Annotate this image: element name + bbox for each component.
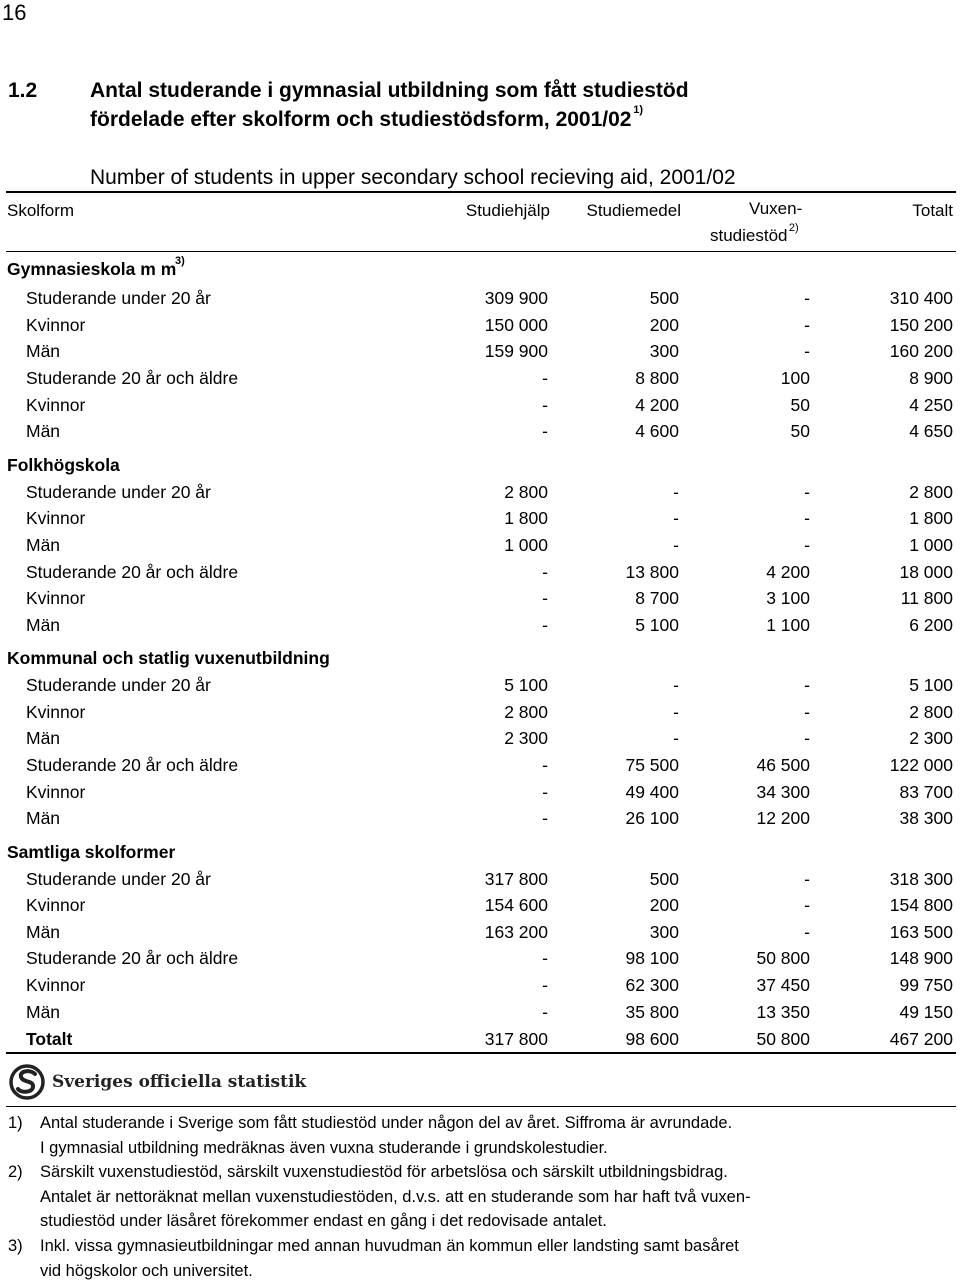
cell-studiehjalp: -: [542, 368, 548, 388]
table-row: [0, 724, 960, 751]
table-row: [0, 611, 960, 638]
footnote-number: 3): [8, 1237, 23, 1255]
table-row: [0, 364, 960, 391]
cell-totalt: 160 200: [889, 341, 953, 361]
cell-studiehjalp: -: [542, 975, 548, 995]
cell-studiehjalp: 2 300: [504, 728, 548, 748]
cell-studiehjalp: -: [542, 948, 548, 968]
cell-studiehjalp: 1 000: [504, 535, 548, 555]
title-line-1: Antal studerande i gymnasial utbildning som fått studiestöd: [90, 79, 689, 102]
cell-studiemedel: -: [673, 482, 679, 502]
row-label: Studerande under 20 år: [26, 482, 211, 502]
footnote-text-line: I gymnasial utbildning medräknas även vuxna studerande i grundskolestudier.: [40, 1138, 608, 1157]
row-label: Studerande under 20 år: [26, 869, 211, 889]
footnote-text-line: studiestöd under läsåret förekommer endast en gång i det redovisade antalet.: [40, 1212, 607, 1230]
row-label: Män: [26, 728, 61, 748]
table-row: [0, 971, 960, 998]
sos-logo: [8, 1064, 306, 1100]
table-subtitle: Number of students in upper secondary school recieving aid, 2001/02: [90, 166, 736, 189]
table-row: [0, 918, 960, 945]
footnote-number: 1): [8, 1114, 23, 1132]
table-row: [0, 671, 960, 698]
row-label: Män: [26, 922, 61, 942]
row-label: Män: [26, 341, 61, 361]
table-bottom-rule: [6, 1052, 956, 1054]
table-row: [0, 311, 960, 338]
row-label: Totalt: [26, 1029, 73, 1049]
cell-totalt: 83 700: [899, 782, 953, 802]
cell-studiehjalp: -: [542, 562, 548, 582]
cell-totalt: 318 300: [889, 869, 953, 889]
cell-totalt: 1 000: [909, 535, 953, 555]
table-row: [0, 944, 960, 971]
cell-studiemedel: 500: [649, 869, 679, 889]
cell-totalt: 2 300: [909, 728, 953, 748]
section-row: [0, 255, 960, 282]
footnote-rule: [6, 1106, 956, 1107]
table-row: [0, 417, 960, 444]
header-studiemedel: Studiemedel: [586, 201, 681, 220]
cell-vuxenstudiestod: -: [804, 869, 810, 889]
row-label: Män: [26, 1002, 61, 1022]
cell-vuxenstudiestod: 37 450: [756, 975, 810, 995]
cell-studiehjalp: 1 800: [504, 508, 548, 528]
footnote-text-line: Särskilt vuxenstudiestöd, särskilt vuxenstudiestöd för arbetslösa och särskilt utbildningsbidrag.: [40, 1163, 728, 1181]
row-label: Kvinnor: [26, 702, 86, 722]
cell-totalt: 38 300: [899, 808, 953, 828]
row-label: Kvinnor: [26, 508, 86, 528]
header-vuxen-line1: Vuxen-: [749, 199, 803, 218]
cell-studiemedel: -: [673, 508, 679, 528]
cell-totalt: 11 800: [900, 588, 953, 608]
cell-studiehjalp: 2 800: [504, 702, 548, 722]
cell-vuxenstudiestod: -: [804, 341, 810, 361]
cell-studiehjalp: 2 800: [504, 482, 548, 502]
section-label: Folkhögskola: [7, 455, 120, 475]
table-row: [0, 698, 960, 725]
cell-studiemedel: 200: [649, 315, 679, 335]
header-bottom-rule: [6, 251, 956, 252]
cell-vuxenstudiestod: -: [804, 508, 810, 528]
header-vuxen-line2: [710, 222, 799, 246]
table-row: [0, 558, 960, 585]
section-label: Kommunal och statlig vuxenutbildning: [7, 648, 330, 668]
page-number: 16: [2, 0, 27, 25]
cell-totalt: 122 000: [889, 755, 953, 775]
cell-studiehjalp: -: [542, 588, 548, 608]
cell-totalt: 6 200: [909, 615, 953, 635]
cell-studiemedel: 4 200: [635, 395, 679, 415]
header-studiehjalp: Studiehjälp: [465, 201, 550, 220]
cell-studiemedel: 75 500: [625, 755, 679, 775]
row-label: Kvinnor: [26, 782, 86, 802]
table-row: [0, 891, 960, 918]
cell-studiehjalp: -: [542, 395, 548, 415]
total-row: [0, 1025, 960, 1052]
cell-vuxenstudiestod: 4 200: [766, 562, 810, 582]
cell-studiemedel: 200: [649, 895, 679, 915]
footnote-text-line: Antalet är nettoräknat mellan vuxenstudiestöden, d.v.s. att en studerande som har haft två vuxen-: [40, 1187, 751, 1206]
table-row: [0, 998, 960, 1025]
row-label: Studerande 20 år och äldre: [26, 562, 239, 582]
cell-vuxenstudiestod: -: [804, 728, 810, 748]
cell-studiemedel: 26 100: [625, 808, 679, 828]
footnote-number: 2): [8, 1163, 23, 1181]
cell-studiemedel: 62 300: [625, 975, 679, 995]
cell-studiemedel: 13 800: [625, 562, 679, 582]
table-row: [0, 531, 960, 558]
cell-studiemedel: 300: [649, 922, 679, 942]
cell-totalt: 99 750: [899, 975, 953, 995]
cell-studiehjalp: -: [542, 808, 548, 828]
section-row: [0, 838, 960, 865]
cell-totalt: 154 800: [889, 895, 953, 915]
table-row: [0, 778, 960, 805]
header-vuxen-footnote-ref: 2): [788, 222, 799, 234]
row-label: Studerande 20 år och äldre: [26, 755, 239, 775]
cell-studiemedel: 5 100: [635, 615, 679, 635]
cell-vuxenstudiestod: -: [804, 535, 810, 555]
cell-studiemedel: -: [673, 535, 679, 555]
cell-studiemedel: 500: [649, 288, 679, 308]
row-label: Män: [26, 615, 61, 635]
row-label: Studerande under 20 år: [26, 675, 211, 695]
table-row: [0, 478, 960, 505]
cell-vuxenstudiestod: 50 800: [756, 948, 810, 968]
cell-studiehjalp: 317 800: [484, 869, 548, 889]
cell-totalt: 8 900: [909, 368, 953, 388]
section-label: Samtliga skolformer: [7, 842, 176, 862]
table-row: [0, 751, 960, 778]
table-row: [0, 584, 960, 611]
cell-vuxenstudiestod: 1 100: [766, 615, 810, 635]
cell-vuxenstudiestod: 100: [780, 368, 810, 388]
title-line-2: fördelade efter skolform och studiestödsform, 2001/02: [90, 108, 632, 131]
cell-totalt: 4 650: [909, 421, 953, 441]
cell-vuxenstudiestod: -: [804, 922, 810, 942]
row-label: Kvinnor: [26, 588, 86, 608]
cell-studiehjalp: -: [542, 615, 548, 635]
row-label: Kvinnor: [26, 975, 86, 995]
header-totalt: Totalt: [912, 201, 953, 220]
cell-totalt: 4 250: [909, 395, 953, 415]
cell-studiemedel: 98 600: [625, 1029, 679, 1049]
cell-vuxenstudiestod: 50: [790, 395, 810, 415]
cell-vuxenstudiestod: 34 300: [756, 782, 810, 802]
table-row: [0, 284, 960, 311]
cell-totalt: 467 200: [889, 1029, 953, 1049]
cell-studiehjalp: 159 900: [484, 341, 548, 361]
row-label: Studerande 20 år och äldre: [26, 948, 239, 968]
cell-vuxenstudiestod: 13 350: [756, 1002, 810, 1022]
cell-studiemedel: 4 600: [635, 421, 679, 441]
section-footnote-ref: 3): [175, 255, 185, 267]
table-row: [0, 865, 960, 892]
cell-studiehjalp: 309 900: [484, 288, 548, 308]
sos-logo-icon: [8, 1064, 46, 1100]
cell-studiehjalp: 150 000: [484, 315, 548, 335]
cell-studiehjalp: -: [542, 755, 548, 775]
sos-logo-text: Sveriges officiella statistik: [52, 1072, 307, 1092]
cell-vuxenstudiestod: 50: [790, 421, 810, 441]
row-label: Män: [26, 421, 61, 441]
section-label: Gymnasieskola m m: [7, 259, 177, 279]
table-row: [0, 804, 960, 831]
cell-studiemedel: 8 800: [635, 368, 679, 388]
footnote-text-line: Inkl. vissa gymnasieutbildningar med annan huvudman än kommun eller landsting samt basåret: [40, 1237, 739, 1255]
cell-studiemedel: 98 100: [625, 948, 679, 968]
cell-totalt: 148 900: [889, 948, 953, 968]
cell-studiehjalp: 317 800: [484, 1029, 548, 1049]
footnote-text-line: Antal studerande i Sverige som fått studiestöd under någon del av året. Siffroma är avrundade.: [40, 1114, 733, 1132]
header-vuxen-line2-text: studiestöd: [710, 226, 788, 245]
cell-vuxenstudiestod: 46 500: [756, 755, 810, 775]
cell-vuxenstudiestod: 50 800: [756, 1029, 810, 1049]
cell-studiehjalp: 163 200: [484, 922, 548, 942]
cell-totalt: 18 000: [899, 562, 953, 582]
cell-vuxenstudiestod: -: [804, 288, 810, 308]
cell-totalt: 163 500: [889, 922, 953, 942]
cell-studiemedel: 49 400: [625, 782, 679, 802]
cell-studiehjalp: 154 600: [484, 895, 548, 915]
row-label: Kvinnor: [26, 315, 86, 335]
row-label: Kvinnor: [26, 395, 86, 415]
title-footnote-ref: 1): [633, 104, 644, 116]
cell-studiemedel: 8 700: [635, 588, 679, 608]
table-row: [0, 337, 960, 364]
row-label: Män: [26, 808, 61, 828]
cell-totalt: 5 100: [909, 675, 953, 695]
header-skolform: Skolform: [7, 201, 75, 220]
section-row: [0, 644, 960, 671]
cell-vuxenstudiestod: 3 100: [766, 588, 810, 608]
row-label: Kvinnor: [26, 895, 86, 915]
cell-totalt: 150 200: [889, 315, 953, 335]
cell-studiemedel: -: [673, 702, 679, 722]
cell-vuxenstudiestod: -: [804, 482, 810, 502]
cell-studiehjalp: -: [542, 421, 548, 441]
cell-studiemedel: 35 800: [625, 1002, 679, 1022]
cell-studiehjalp: 5 100: [504, 675, 548, 695]
row-label: Studerande 20 år och äldre: [26, 368, 239, 388]
cell-studiemedel: 300: [649, 341, 679, 361]
cell-studiemedel: -: [673, 675, 679, 695]
table-title: [8, 74, 689, 108]
footnote-text-line: vid högskolor och universitet.: [40, 1261, 253, 1280]
cell-vuxenstudiestod: -: [804, 675, 810, 695]
cell-totalt: 2 800: [909, 702, 953, 722]
cell-vuxenstudiestod: 12 200: [756, 808, 810, 828]
row-label: Män: [26, 535, 61, 555]
table-number: 1.2: [8, 79, 38, 102]
cell-totalt: 1 800: [909, 508, 953, 528]
title-line-2-wrap: [90, 104, 644, 132]
cell-vuxenstudiestod: -: [804, 702, 810, 722]
table-row: [0, 391, 960, 418]
cell-totalt: 49 150: [899, 1002, 953, 1022]
table-top-rule: [6, 191, 956, 193]
section-row: [0, 451, 960, 478]
cell-totalt: 310 400: [889, 288, 953, 308]
row-label: Studerande under 20 år: [26, 288, 211, 308]
cell-studiehjalp: -: [542, 1002, 548, 1022]
table-row: [0, 504, 960, 531]
cell-studiehjalp: -: [542, 782, 548, 802]
cell-totalt: 2 800: [909, 482, 953, 502]
cell-vuxenstudiestod: -: [804, 895, 810, 915]
cell-studiemedel: -: [673, 728, 679, 748]
cell-vuxenstudiestod: -: [804, 315, 810, 335]
